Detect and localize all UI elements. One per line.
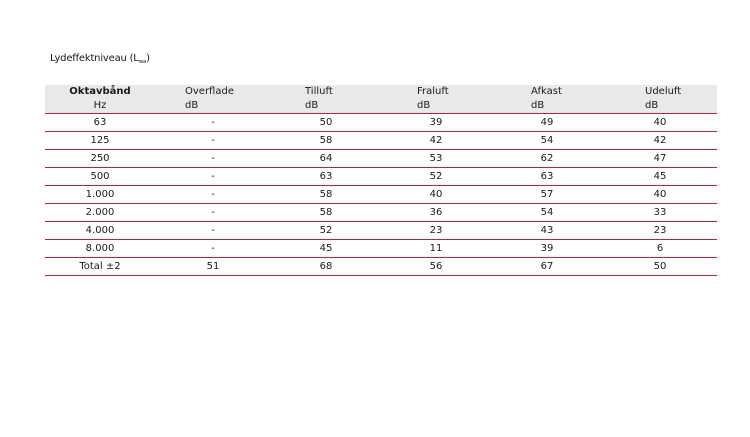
cell-tilluft: 58 (271, 186, 381, 204)
cell-fraluft: 42 (381, 132, 491, 150)
cell-tilluft: 58 (271, 204, 381, 222)
cell-afkast: 57 (491, 186, 603, 204)
table-header (45, 85, 717, 114)
cell-udeluft: 40 (603, 114, 717, 132)
cell-udeluft: 47 (603, 150, 717, 168)
cell-overflade: - (155, 186, 271, 204)
cell-tilluft: 52 (271, 222, 381, 240)
cell-afkast: 43 (491, 222, 603, 240)
cell-fraluft: 52 (381, 168, 491, 186)
table-body (45, 114, 717, 276)
cell-octave-band: 2.000 (45, 204, 155, 222)
cell-udeluft: 50 (603, 258, 717, 276)
header-afkast: Afkast (531, 86, 562, 97)
table-row (45, 114, 717, 132)
table-row (45, 186, 717, 204)
cell-octave-band: 500 (45, 168, 155, 186)
cell-octave-band: 1.000 (45, 186, 155, 204)
cell-tilluft: 64 (271, 150, 381, 168)
cell-overflade: 51 (155, 258, 271, 276)
header-octave-band: Oktavbånd (69, 86, 131, 97)
cell-fraluft: 23 (381, 222, 491, 240)
cell-tilluft: 63 (271, 168, 381, 186)
cell-overflade: - (155, 114, 271, 132)
cell-udeluft: 6 (603, 240, 717, 258)
cell-fraluft: 40 (381, 186, 491, 204)
cell-fraluft: 36 (381, 204, 491, 222)
cell-overflade: - (155, 168, 271, 186)
unit-afkast: dB (491, 99, 603, 114)
cell-fraluft: 11 (381, 240, 491, 258)
table-title-subscript: wa (138, 59, 147, 65)
cell-afkast: 54 (491, 132, 603, 150)
cell-udeluft: 42 (603, 132, 717, 150)
cell-fraluft: 56 (381, 258, 491, 276)
cell-overflade: - (155, 240, 271, 258)
header-tilluft: Tilluft (305, 86, 333, 97)
cell-overflade: - (155, 204, 271, 222)
cell-octave-band: 8.000 (45, 240, 155, 258)
cell-afkast: 39 (491, 240, 603, 258)
cell-tilluft: 50 (271, 114, 381, 132)
table-row-total (45, 258, 717, 276)
table-row (45, 132, 717, 150)
cell-octave-band: 4.000 (45, 222, 155, 240)
cell-afkast: 67 (491, 258, 603, 276)
table-row (45, 222, 717, 240)
cell-overflade: - (155, 150, 271, 168)
table-title (50, 53, 150, 65)
table-row (45, 168, 717, 186)
table-row (45, 240, 717, 258)
table-title-text: Lydeffektniveau (L (50, 53, 139, 64)
unit-fraluft: dB (381, 99, 491, 114)
cell-tilluft: 58 (271, 132, 381, 150)
cell-octave-band: 250 (45, 150, 155, 168)
table-row (45, 150, 717, 168)
unit-udeluft: dB (603, 99, 717, 114)
cell-udeluft: 45 (603, 168, 717, 186)
unit-tilluft: dB (271, 99, 381, 114)
cell-octave-band: 125 (45, 132, 155, 150)
cell-afkast: 49 (491, 114, 603, 132)
cell-afkast: 63 (491, 168, 603, 186)
unit-octave-band: Hz (45, 99, 155, 114)
header-overflade: Overflade (185, 86, 234, 97)
table-row (45, 204, 717, 222)
header-fraluft: Fraluft (417, 86, 449, 97)
unit-overflade: dB (155, 99, 271, 114)
cell-udeluft: 40 (603, 186, 717, 204)
header-row (45, 85, 717, 99)
cell-octave-band: Total ±2 (45, 258, 155, 276)
cell-octave-band: 63 (45, 114, 155, 132)
cell-udeluft: 33 (603, 204, 717, 222)
table-title-close: ) (146, 53, 150, 64)
cell-udeluft: 23 (603, 222, 717, 240)
sound-power-table (45, 85, 717, 276)
cell-fraluft: 53 (381, 150, 491, 168)
cell-tilluft: 45 (271, 240, 381, 258)
units-row (45, 99, 717, 114)
cell-afkast: 54 (491, 204, 603, 222)
cell-overflade: - (155, 222, 271, 240)
cell-overflade: - (155, 132, 271, 150)
cell-afkast: 62 (491, 150, 603, 168)
cell-tilluft: 68 (271, 258, 381, 276)
cell-fraluft: 39 (381, 114, 491, 132)
header-udeluft: Udeluft (645, 86, 682, 97)
